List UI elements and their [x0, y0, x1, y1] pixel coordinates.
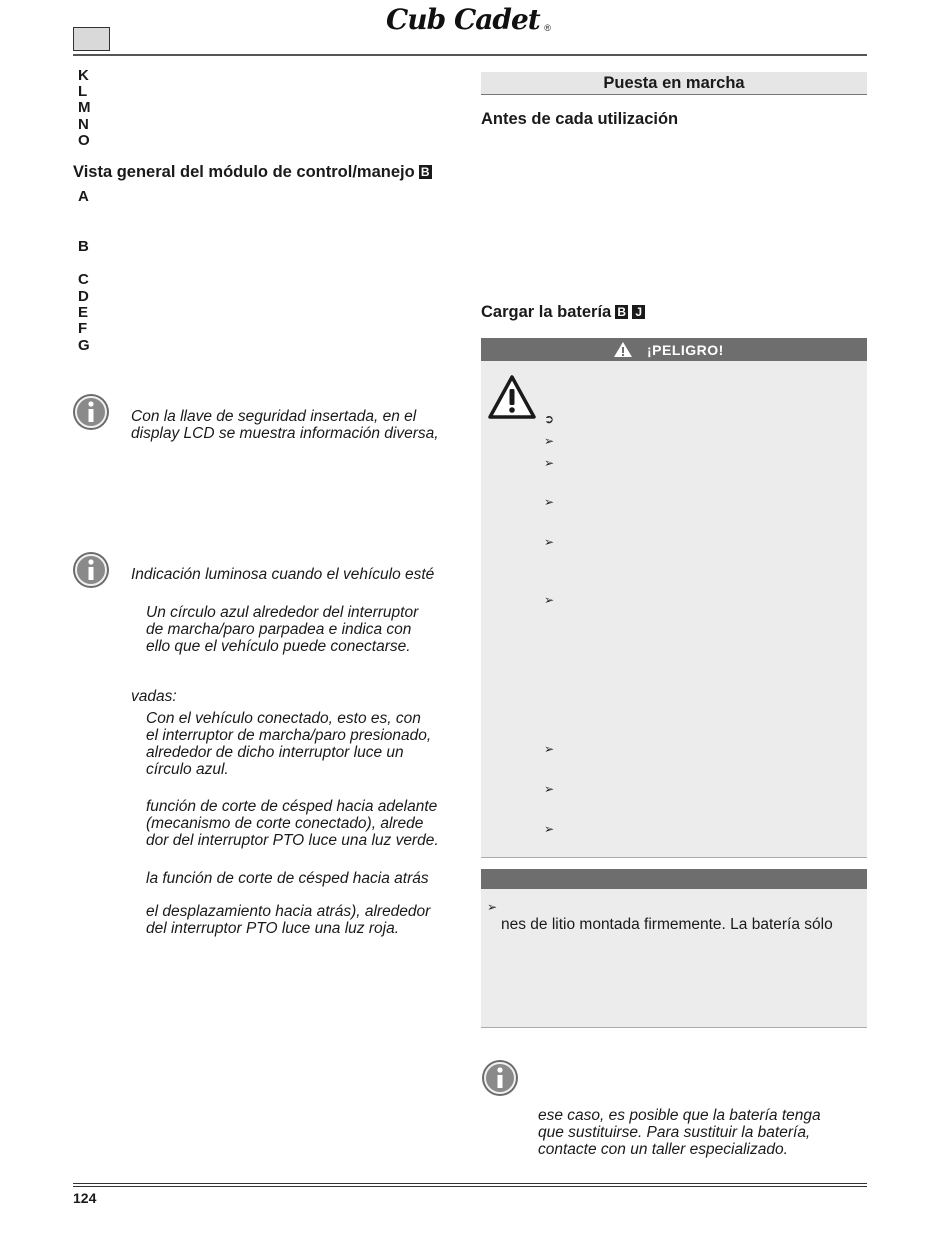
note3-line: ese caso, es posible que la batería tenga: [538, 1107, 821, 1124]
info-icon: [72, 393, 110, 431]
para2-line: círculo azul.: [146, 761, 229, 778]
brand-logo: [386, 3, 566, 37]
letter-g: G: [78, 337, 90, 354]
danger-panel: [481, 338, 867, 858]
para3-line: función de corte de césped hacia adelante: [146, 798, 438, 815]
section-title: Puesta en marcha: [603, 74, 745, 92]
para2-line: el interruptor de marcha/paro presionado,: [146, 727, 432, 744]
letter-k: K: [78, 67, 89, 84]
para3-line: dor del interruptor PTO luce una luz verde.: [146, 832, 439, 849]
letter-l: L: [78, 83, 88, 100]
para1: [146, 604, 418, 655]
letter-e: E: [78, 304, 89, 321]
footer-rule: [73, 1186, 867, 1187]
para2: [146, 710, 431, 778]
section-title-bar: [481, 72, 867, 95]
info-icon: [72, 551, 110, 589]
overview-ref-icon: B: [419, 165, 432, 179]
letter-d: D: [78, 288, 89, 305]
bullet-icon: ➢: [544, 742, 555, 756]
note3-line: que sustituirse. Para sustituir la batería,: [538, 1124, 811, 1141]
para2-line: Con el vehículo conectado, esto es, con: [146, 710, 421, 727]
page-number: 124: [73, 1190, 97, 1206]
letter-n: N: [78, 116, 89, 133]
letter-a: A: [78, 188, 89, 205]
before-use-heading: Antes de cada utilización: [481, 110, 679, 128]
charge-heading-text: Cargar la batería: [481, 303, 612, 321]
para3: [146, 798, 439, 849]
bullet-icon: ➢: [544, 434, 555, 448]
header-rule: [73, 54, 867, 56]
overview-heading: [73, 163, 432, 182]
note2-text: Indicación luminosa cuando el vehículo esté: [131, 566, 435, 583]
danger-bar: [481, 338, 867, 361]
caution-panel: [481, 869, 867, 1028]
letter-o: O: [78, 132, 90, 149]
charge-heading: [481, 303, 645, 322]
charge-ref-b-icon: B: [615, 305, 628, 319]
para5-line: del interruptor PTO luce una luz roja.: [146, 920, 400, 937]
vadas-text: vadas:: [131, 688, 177, 705]
note1-line: Con la llave de seguridad insertada, en el: [131, 408, 417, 425]
caution-bar: [481, 869, 867, 889]
brand-registered: ®: [544, 23, 551, 33]
bullet-icon: ➢: [544, 593, 555, 607]
warning-icon: [613, 341, 633, 358]
letter-f: F: [78, 320, 88, 337]
para1-line: ello que el vehículo puede conectarse.: [146, 638, 411, 655]
note1-line: display LCD se muestra información diversa,: [131, 425, 439, 442]
header-square: [73, 27, 110, 51]
bullet-icon: ➢: [544, 456, 555, 470]
para1-line: Un círculo azul alrededor del interruptor: [146, 604, 419, 621]
bullet-icon: ➢: [544, 782, 555, 796]
note3-text: [538, 1107, 821, 1158]
para2-line: alrededor de dicho interruptor luce un: [146, 744, 404, 761]
letter-c: C: [78, 271, 89, 288]
letter-b: B: [78, 238, 89, 255]
danger-label: ¡PELIGRO!: [647, 342, 724, 358]
note1-text: [131, 408, 439, 442]
warning-triangle-icon: [487, 374, 537, 420]
para5-line: el desplazamiento hacia atrás), alrededor: [146, 903, 431, 920]
caution-line: nes de litio montada firmemente. La batería sólo: [501, 916, 833, 933]
note3-line: contacte con un taller especializado.: [538, 1141, 788, 1158]
charge-ref-j-icon: J: [632, 305, 645, 319]
footer-rule: [73, 1183, 867, 1184]
arrow-bullet-icon: ➲: [544, 412, 555, 426]
letter-m: M: [78, 99, 91, 116]
info-icon: [481, 1059, 519, 1097]
brand-name: Cub Cadet: [386, 3, 540, 36]
para5: [146, 903, 430, 937]
overview-heading-text: Vista general del módulo de control/manejo: [73, 163, 415, 181]
para1-line: de marcha/paro parpadea e indica con: [146, 621, 412, 638]
bullet-icon: ➢: [487, 900, 498, 914]
bullet-icon: ➢: [544, 495, 555, 509]
bullet-icon: ➢: [544, 535, 555, 549]
para3-line: (mecanismo de corte conectado), alrede: [146, 815, 424, 832]
para4: la función de corte de césped hacia atrás: [146, 870, 429, 887]
bullet-icon: ➢: [544, 822, 555, 836]
